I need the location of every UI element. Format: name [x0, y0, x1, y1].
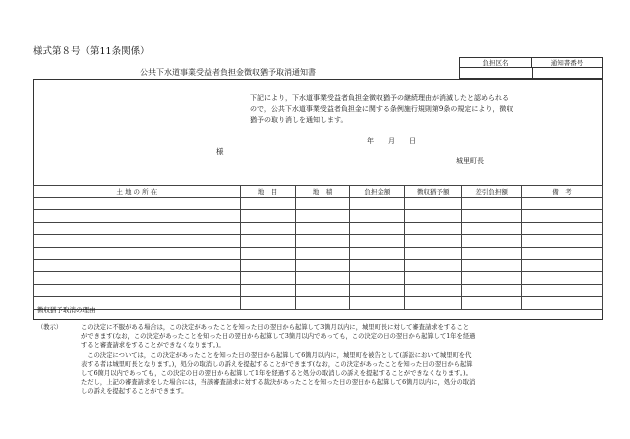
- header-divider: [532, 68, 533, 78]
- table-row: [34, 284, 603, 296]
- table-cell: [405, 259, 462, 271]
- col-net-charge: 差引負担額: [462, 186, 522, 198]
- table-cell: [522, 235, 603, 247]
- table-cell: [240, 247, 295, 259]
- table-cell: [34, 235, 241, 247]
- addressee-suffix: 様: [216, 147, 224, 156]
- table-row: [34, 198, 603, 210]
- table-cell: [240, 198, 295, 210]
- col-location: 土 地 の 所 在: [34, 186, 241, 198]
- table-cell: [350, 297, 405, 309]
- table-cell: [34, 222, 241, 234]
- table-cell: [522, 272, 603, 284]
- table-cell: [405, 210, 462, 222]
- table-cell: [350, 210, 405, 222]
- table-cell: [462, 222, 522, 234]
- table-cell: [350, 247, 405, 259]
- table-cell: [405, 247, 462, 259]
- table-row: [34, 297, 603, 309]
- table-cell: [350, 222, 405, 234]
- table-cell: [350, 272, 405, 284]
- table-row: [34, 272, 603, 284]
- table-cell: [350, 284, 405, 296]
- table-cell: [462, 198, 522, 210]
- notes-line: 表する者は城里町長となります。)，処分の取消しの訴えを提起することができます(なお，この決定があったことを知った日の翌日から起算: [81, 360, 473, 368]
- col-area: 地 積: [295, 186, 350, 198]
- table-cell: [522, 297, 603, 309]
- body-line: 下記により，下水道事業受益者負担金徴収猶予の継続理由が消滅したと認められる: [250, 94, 509, 102]
- land-table: [33, 185, 603, 310]
- table-cell: [522, 247, 603, 259]
- table-cell: [295, 272, 350, 284]
- table-cell: [295, 259, 350, 271]
- table-cell: [240, 222, 295, 234]
- table-cell: [295, 297, 350, 309]
- document-title: 公共下水道事業受益者負担金徴収猶予取消通知書: [140, 68, 316, 77]
- table-cell: [405, 198, 462, 210]
- table-cell: [405, 222, 462, 234]
- table-cell: [462, 259, 522, 271]
- table-cell: [240, 259, 295, 271]
- table-cell: [240, 210, 295, 222]
- table-cell: [295, 284, 350, 296]
- table-cell: [240, 297, 295, 309]
- table-cell: [295, 235, 350, 247]
- table-cell: [240, 272, 295, 284]
- notes-line: しの訴えを提起することができます。: [81, 388, 188, 396]
- table-cell: [295, 247, 350, 259]
- table-cell: [522, 284, 603, 296]
- table-cell: [405, 235, 462, 247]
- header-box: [459, 57, 603, 79]
- cancellation-reason-label: 徴収猶予取消の理由: [37, 306, 96, 314]
- table-row: [34, 210, 603, 222]
- table-cell: [34, 284, 241, 296]
- col-remarks: 備 考: [522, 186, 603, 198]
- table-cell: [462, 210, 522, 222]
- form-number: 様式第８号（第11条関係）: [33, 46, 150, 57]
- notes-line: して6箇月以内であっても，この決定の日の翌日から起算して1年を経過すると処分の取消しの訴えを提起することができなくなります。)。: [81, 370, 472, 378]
- table-cell: [240, 235, 295, 247]
- table-cell: [34, 247, 241, 259]
- table-header-row: [34, 186, 603, 198]
- table-cell: [522, 259, 603, 271]
- notes-line: すると審査請求をすることができなくなります。)。: [81, 342, 225, 350]
- table-cell: [350, 235, 405, 247]
- notes-label: （教示）: [37, 324, 63, 331]
- table-cell: [522, 210, 603, 222]
- table-cell: [295, 222, 350, 234]
- table-row: [34, 259, 603, 271]
- table-cell: [405, 284, 462, 296]
- table-cell: [295, 198, 350, 210]
- table-cell: [350, 198, 405, 210]
- table-cell: [34, 259, 241, 271]
- table-cell: [522, 222, 603, 234]
- table-cell: [240, 284, 295, 296]
- table-cell: [350, 259, 405, 271]
- table-row: [34, 235, 603, 247]
- table-cell: [34, 272, 241, 284]
- date-line: 年 月 日: [367, 137, 416, 145]
- table-cell: [34, 210, 241, 222]
- table-cell: [522, 198, 603, 210]
- table-cell: [405, 272, 462, 284]
- notes-line: この決定に不服がある場合は，この決定があったことを知った日の翌日から起算して3箇月以内に，城里町長に対して審査請求をすること: [81, 324, 470, 331]
- table-cell: [462, 297, 522, 309]
- col-deferred-amount: 徴収猶予額: [405, 186, 462, 198]
- issuer-name: 城里町長: [456, 157, 484, 165]
- table-cell: [34, 198, 241, 210]
- notice-number-label: 通知書番号: [532, 58, 602, 68]
- table-row: [34, 247, 603, 259]
- table-cell: [462, 284, 522, 296]
- body-line: 猶予の取り消しを通知します。: [250, 116, 348, 124]
- notes-line: この決定については，この決定があったことを知った日の翌日から起算して6箇月以内に，城里町を被告として(訴訟において城里町を代: [81, 351, 472, 359]
- table-cell: [405, 297, 462, 309]
- table-cell: [462, 272, 522, 284]
- col-land-category: 地 目: [240, 186, 295, 198]
- table-cell: [295, 210, 350, 222]
- notes-line: ができます(なお，この決定があったことを知った日の翌日から起算して3箇月以内であっても，この決定の日の翌日から起算して1年を経過: [81, 333, 476, 341]
- col-charge-amount: 負担金額: [350, 186, 405, 198]
- table-row: [34, 222, 603, 234]
- notes-line: ただし，上記の審査請求をした場合には，当該審査請求に対する裁決があったことを知った日の翌日から起算して6箇月以内に，処分の取消: [81, 379, 476, 387]
- notice-body: [250, 93, 610, 126]
- table-cell: [462, 235, 522, 247]
- body-line: ので，公共下水道事業受益者負担金に関する条例施行規則第9条の規定により，徴収: [250, 105, 514, 113]
- table-cell: [462, 247, 522, 259]
- district-label: 負担区名: [460, 58, 532, 68]
